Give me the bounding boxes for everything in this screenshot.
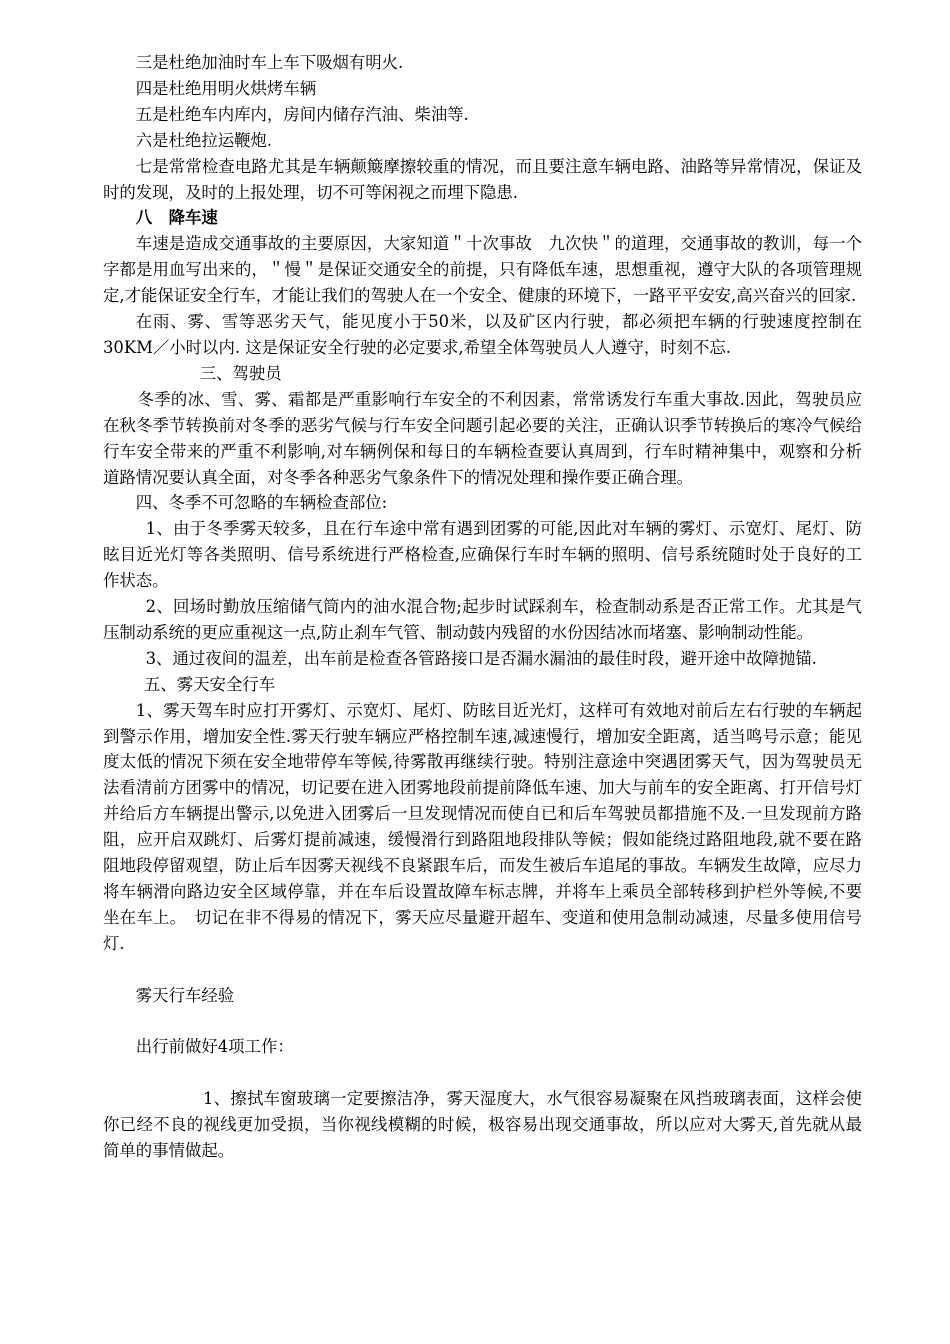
list-item: 3、通过夜间的温差，出车前是检查各管路接口是否漏水漏油的最佳时段，避开途中故障抛锚. — [145, 648, 817, 668]
paragraph: 在雨、雾、雪等恶劣天气，能见度小于50米，以及矿区内行驶，都必须把车辆的行驶速度控制在30KM／小时以内. 这是保证安全行驶的必定要求,希望全体驾驶员人人遵守，时刻不忘. — [103, 312, 862, 357]
subheading: 雾天行车经验 — [135, 985, 235, 1005]
paragraph: 四是杜绝用明火烘烤车辆 — [135, 78, 317, 98]
paragraph: 冬季的冰、雪、雾、霜都是严重影响行车安全的不利因素，常常诱发行车重大事故.因此，驾驶员应在秋冬季节转换前对冬季的恶劣气候与行车安全问题引起必要的关注，正确认识季节转换后的寒冷气候给行车安全带来的严重不利影响,对车辆例保和每日的车辆检查要认真周到，行车时精神集中，观察和分析道路情况要认真全面，对冬季各种恶劣气象条件下的情况处理和操作要正确合理。 — [103, 389, 862, 487]
paragraph: 七是常常检查电路尤其是车辆颠簸摩擦较重的情况，而且要注意车辆电路、油路等异常情况，保证及时的发现，及时的上报处理，切不可等闲视之而埋下隐患. — [103, 156, 862, 202]
paragraph: 车速是造成交通事故的主要原因，大家知道＂十次事故 九次快＂的道理，交通事故的教训，每一个字都是用血写出来的，＂慢＂是保证交通安全的前提，只有降低车速，思想重视，遵守大队的各项管理规定,才能保证安全行车，才能让我们的驾驶人在一个安全、健康的环境下，一路平平安安,高兴奋兴的回家. — [103, 234, 862, 306]
section-heading: 四、冬季不可忽略的车辆检查部位: — [135, 493, 388, 513]
paragraph: 三是杜绝加油时车上车下吸烟有明火. — [135, 53, 404, 72]
list-item: 1、雾天驾车时应打开雾灯、示宽灯、尾灯、防眩目近光灯，这样可有效地对前后左右行驶的车辆起到警示作用，增加安全性.雾天行驶车辆应严格控制车速,减速慢行，增加安全距离，适当鸣号示意；能见度太低的情况下须在安全地带停车等候,待雾散再继续行驶。特别注意途中突遇团雾天气，因为驾驶员无法看清前方团雾中的情况，切记要在进入团雾地段前提前降低车速、加大与前车的安全距离、打开信号灯并给后方车辆提出警示,以免进入团雾后一旦发现情况而使自已和后车驾驶员都措施不及.一旦发现前方路阻，应开启双跳灯、后雾灯提前减速，缓慢滑行到路阻地段排队等候；假如能绕过路阻地段,就不要在路阻地段停留观望，防止后车因雾天视线不良紧跟车后，而发生被后车追尾的事故。车辆发生故障，应尽力将车辆滑向路边安全区域停靠，并在车后设置故障车标志牌，并将车上乘员全部转移到护栏外等候,不要坐在车上。 切记在非不得易的情况下，雾天应尽量避开超车、变道和使用急制动减速，尽量多使用信号灯. — [103, 700, 862, 953]
section-heading: 三、驾驶员 — [199, 363, 282, 383]
list-item: 1、擦拭车窗玻璃一定要擦洁净，雾天湿度大，水气很容易凝聚在风挡玻璃表面，这样会使你已经不良的视线更加受损，当你视线模糊的时候，极容易出现交通事故，所以应对大雾天,首先就从最简单的事情做起。 — [103, 1089, 862, 1161]
section-heading: 八 降车速 — [135, 208, 218, 228]
section-heading: 五、雾天安全行车 — [144, 674, 276, 694]
paragraph: 五是杜绝车内库内，房间内储存汽油、柴油等. — [135, 104, 469, 124]
paragraph: 六是杜绝拉运鞭炮. — [135, 130, 273, 150]
subheading: 出行前做好4项工作： — [135, 1037, 294, 1057]
list-item: 1、由于冬季雾天较多，且在行车途中常有遇到团雾的可能,因此对车辆的雾灯、示宽灯、尾灯、防眩目近光灯等各类照明、信号系统进行严格检查,应确保行车时车辆的照明、信号系统随时处于良好的工作状态。 — [103, 519, 862, 591]
list-item: 2、回场时勤放压缩储气筒内的油水混合物;起步时试踩刹车，检查制动系是否正常工作。尤其是气压制动系统的更应重视这一点,防止刹车气管、制动鼓内残留的水份因结冰而堵塞、影响制动性能。 — [103, 597, 862, 642]
